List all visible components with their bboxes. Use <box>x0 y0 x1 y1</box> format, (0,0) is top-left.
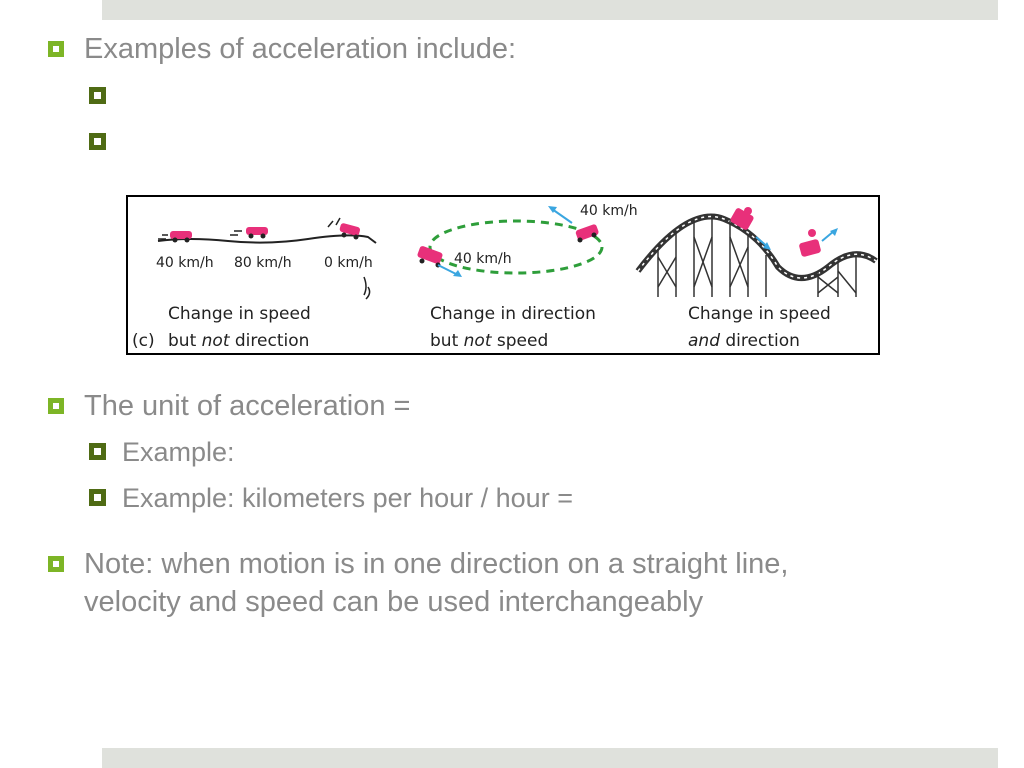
car-icon <box>729 207 754 231</box>
speed-label: 40 km/h <box>156 255 214 271</box>
bullet-examples-heading: Examples of acceleration include: <box>84 33 517 65</box>
sub-bullet-marker-empty <box>89 133 106 150</box>
panel-direction-change <box>417 203 638 351</box>
panel-speed-change <box>132 218 376 351</box>
caption-line: but not direction <box>168 331 310 351</box>
acceleration-examples-figure <box>126 195 880 355</box>
bullet-note-line: Note: when motion is in one direction on a straight line, <box>84 548 789 580</box>
car-icon <box>170 231 192 243</box>
figure-illustration <box>128 197 878 353</box>
caption-line: Change in speed <box>688 304 831 324</box>
sub-bullet-marker <box>89 489 106 506</box>
caption-line: Change in direction <box>430 304 596 324</box>
speed-label: 80 km/h <box>234 255 292 271</box>
car-icon <box>246 227 268 239</box>
sub-bullet-marker-empty <box>89 87 106 104</box>
sub-bullet-example: Example: <box>122 437 235 467</box>
top-decor-bar <box>102 0 998 20</box>
car-icon <box>799 229 822 257</box>
bullet-marker <box>48 41 64 57</box>
caption-line: and direction <box>688 331 800 351</box>
bullet-marker <box>48 556 64 572</box>
sub-bullet-example: Example: kilometers per hour / hour = <box>122 483 573 513</box>
bullet-unit-of-acceleration: The unit of acceleration = <box>84 390 411 422</box>
bottom-decor-bar <box>102 748 998 768</box>
caption-line: Change in speed <box>168 304 311 324</box>
speed-label: 40 km/h <box>580 203 638 219</box>
bullet-note-line: velocity and speed can be used interchangeably <box>84 586 704 618</box>
speed-label: 0 km/h <box>324 255 373 271</box>
car-icon <box>575 224 599 243</box>
sub-bullet-marker <box>89 443 106 460</box>
speed-label: 40 km/h <box>454 251 512 267</box>
panel-speed-and-direction-change <box>638 207 876 351</box>
caption-line: but not speed <box>430 331 549 351</box>
bullet-marker <box>48 398 64 414</box>
car-icon <box>339 223 361 240</box>
panel-label: (c) <box>132 331 155 351</box>
